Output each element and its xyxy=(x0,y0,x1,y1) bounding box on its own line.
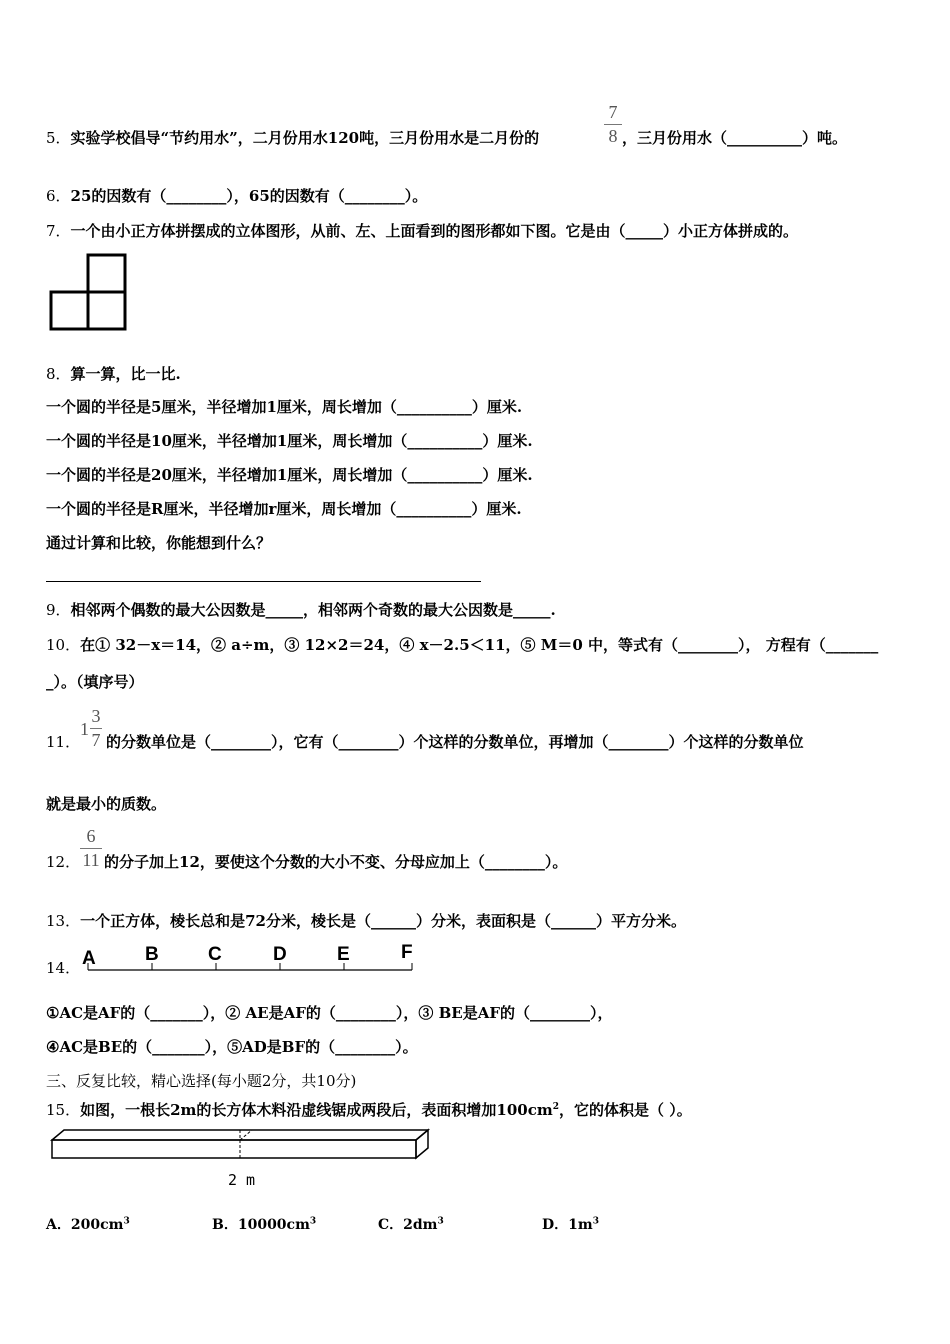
question-title: 算一算，比一比. xyxy=(70,365,181,383)
superscript: 2 xyxy=(552,1102,559,1112)
question-text: ，三月份用水（__________）吨。 xyxy=(622,129,848,147)
question-10 xyxy=(46,635,878,655)
superscript: 3 xyxy=(437,1216,444,1227)
superscript: 3 xyxy=(592,1216,599,1227)
option-value: 1m xyxy=(568,1217,593,1233)
question-text: 一个正方体，棱长总和是72分米，棱长是（______）分米，表面积是（______）平方分米。 xyxy=(80,912,686,930)
option-value: 200cm xyxy=(70,1217,124,1233)
mixed-number-whole: 1 xyxy=(80,719,89,739)
q8-question: 通过计算和比较，你能想到什么？ xyxy=(46,534,272,552)
wood-beam-figure xyxy=(48,1126,432,1162)
option-letter: C． xyxy=(378,1217,404,1233)
question-text: 实验学校倡导“节约用水”，二月份用水120吨，三月份用水是二月份的 xyxy=(70,129,540,147)
question-text: 在① 32－x＝14，② a÷m，③ 12×2＝24，④ x－2.5＜11，⑤ M＝0 中，等式有（________）， 方程有（_______ xyxy=(80,636,879,654)
question-15 xyxy=(46,1097,692,1120)
question-5-tail xyxy=(622,128,847,148)
option-b[interactable] xyxy=(212,1214,316,1234)
point-label-a: A xyxy=(82,948,96,969)
question-number: 9． xyxy=(46,601,71,619)
question-number: 7． xyxy=(46,222,71,240)
question-number: 5． xyxy=(46,129,71,147)
fraction-numerator: 7 xyxy=(608,102,618,122)
question-text: 如图，一根长2m的长方体木料沿虚线锯成两段后，表面积增加100cm xyxy=(80,1101,553,1119)
option-letter: D． xyxy=(542,1217,569,1233)
option-c[interactable] xyxy=(378,1214,444,1234)
fraction-numerator: 3 xyxy=(91,706,101,726)
question-5 xyxy=(46,128,539,148)
question-number: 11． xyxy=(46,733,81,751)
option-letter: A． xyxy=(46,1217,71,1233)
q8-line-3: 一个圆的半径是20厘米，半径增加1厘米，周长增加（__________）厘米. xyxy=(46,466,533,484)
superscript: 3 xyxy=(123,1216,130,1227)
fraction-three-sevenths xyxy=(90,706,102,751)
fraction-seven-eighths xyxy=(604,102,622,147)
fraction-denominator: 8 xyxy=(608,126,618,146)
option-value: 2dm xyxy=(403,1217,438,1233)
option-a[interactable] xyxy=(46,1214,130,1234)
cube-view-figure xyxy=(48,252,130,334)
length-label: 2 m xyxy=(228,1171,256,1189)
option-value: 10000cm xyxy=(237,1217,310,1233)
point-label-f: F xyxy=(401,942,413,963)
question-number: 12． xyxy=(46,853,81,871)
option-d[interactable] xyxy=(542,1214,599,1234)
question-number: 13． xyxy=(46,912,81,930)
question-number: 14． xyxy=(46,959,81,977)
question-13 xyxy=(46,911,686,931)
question-text: 相邻两个偶数的最大公因数是_____，相邻两个奇数的最大公因数是_____. xyxy=(70,601,556,619)
question-11-cont: 就是最小的质数。 xyxy=(46,795,167,813)
question-14-number xyxy=(46,958,80,978)
point-label-d: D xyxy=(273,944,287,965)
fraction-six-elevenths xyxy=(80,826,102,871)
point-label-e: E xyxy=(337,944,350,965)
question-7 xyxy=(46,221,798,241)
question-11: 的分数单位是（________），它有（________）个这样的分数单位，再增加（________）个这样的分数单位 xyxy=(106,733,804,751)
question-number: 6． xyxy=(46,187,71,205)
q14-line-1: ①AC是AF的（_______），② AE是AF的（________），③ BE是AF的（________）， xyxy=(46,1004,613,1022)
fraction-numerator: 6 xyxy=(86,826,96,846)
fraction-denominator: 11 xyxy=(82,850,100,870)
question-12: 的分子加上12，要使这个分数的大小不变、分母应加上（________）。 xyxy=(104,853,568,871)
number-line-figure xyxy=(78,940,418,976)
question-11-number xyxy=(46,732,80,752)
question-text: ，它的体积是（ ）。 xyxy=(559,1101,692,1119)
question-number: 10． xyxy=(46,636,81,654)
question-text: 25的因数有（________），65的因数有（________）。 xyxy=(70,187,428,205)
fraction-denominator: 7 xyxy=(91,730,101,750)
q8-line-2: 一个圆的半径是10厘米，半径增加1厘米，周长增加（__________）厘米. xyxy=(46,432,533,450)
question-12-number xyxy=(46,852,80,872)
question-text: 一个由小正方体拼摆成的立体图形，从前、左、上面看到的图形都如下图。它是由（_____）小正方体拼成的。 xyxy=(70,222,799,240)
q8-line-1: 一个圆的半径是5厘米，半径增加1厘米，周长增加（__________）厘米. xyxy=(46,398,523,416)
question-number: 15． xyxy=(46,1101,81,1119)
option-letter: B． xyxy=(212,1217,238,1233)
superscript: 3 xyxy=(309,1216,317,1227)
question-8 xyxy=(46,364,181,384)
section-title: 三、反复比较，精心选择(每小题2分，共10分) xyxy=(46,1072,357,1090)
q8-line-4: 一个圆的半径是R厘米，半径增加r厘米，周长增加（__________）厘米. xyxy=(46,500,522,518)
point-label-b: B xyxy=(145,944,159,965)
question-9 xyxy=(46,600,556,620)
point-label-c: C xyxy=(208,944,222,965)
question-6 xyxy=(46,186,427,206)
answer-line[interactable] xyxy=(46,581,481,582)
question-number: 8． xyxy=(46,365,71,383)
question-10-cont: _）。（填序号） xyxy=(46,673,144,691)
q14-line-2: ④AC是BE的（_______），⑤AD是BF的（________）。 xyxy=(46,1038,418,1056)
